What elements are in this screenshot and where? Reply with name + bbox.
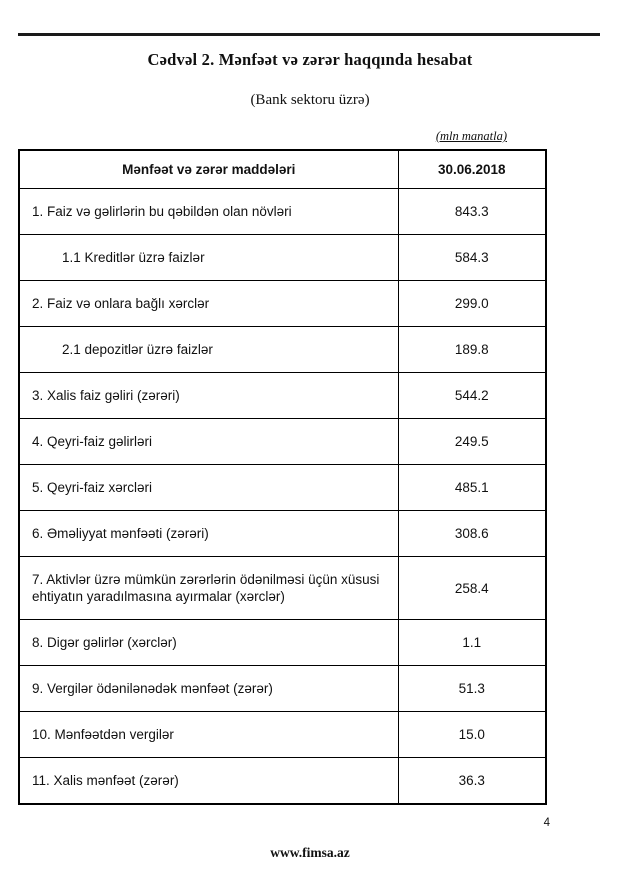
header-date-column: 30.06.2018 <box>398 150 546 189</box>
row-value: 1.1 <box>398 620 546 666</box>
table-row <box>19 511 546 557</box>
table-row <box>19 189 546 235</box>
page-subtitle: (Bank sektoru üzrə) <box>250 92 370 108</box>
row-value: 36.3 <box>398 758 546 805</box>
footer-website: www.fimsa.az <box>270 845 350 860</box>
row-value: 51.3 <box>398 666 546 712</box>
top-divider <box>18 33 600 36</box>
table-row <box>19 557 546 620</box>
row-value: 258.4 <box>398 557 546 620</box>
table-row <box>19 712 546 758</box>
table-row <box>19 235 546 281</box>
header-items-column: Mənfəət və zərər maddələri <box>19 150 398 189</box>
row-value: 308.6 <box>398 511 546 557</box>
row-value: 485.1 <box>398 465 546 511</box>
row-label: 4. Qeyri-faiz gəlirləri <box>19 419 398 465</box>
row-label: 11. Xalis mənfəət (zərər) <box>19 758 398 805</box>
row-label: 8. Digər gəlirlər (xərclər) <box>19 620 398 666</box>
table-row <box>19 465 546 511</box>
table-row <box>19 620 546 666</box>
row-value: 544.2 <box>398 373 546 419</box>
row-label: 6. Əməliyyat mənfəəti (zərəri) <box>19 511 398 557</box>
row-label: 1. Faiz və gəlirlərin bu qəbildən olan növləri <box>19 189 398 235</box>
row-label: 10. Mənfəətdən vergilər <box>19 712 398 758</box>
row-label: 9. Vergilər ödənilənədək mənfəət (zərər) <box>19 666 398 712</box>
row-value: 15.0 <box>398 712 546 758</box>
profit-loss-table <box>18 149 547 805</box>
row-label: 7. Aktivlər üzrə mümkün zərərlərin ödənilməsi üçün xüsusi ehtiyatın yaradılmasına ayırmalar (xərclər) <box>19 557 398 620</box>
row-label: 5. Qeyri-faiz xərcləri <box>19 465 398 511</box>
row-label: 2. Faiz və onlara bağlı xərclər <box>19 281 398 327</box>
table-row <box>19 373 546 419</box>
row-label: 3. Xalis faiz gəliri (zərəri) <box>19 373 398 419</box>
row-value: 584.3 <box>398 235 546 281</box>
row-value: 189.8 <box>398 327 546 373</box>
page-number: 4 <box>543 817 550 829</box>
row-label: 2.1 depozitlər üzrə faizlər <box>19 327 398 373</box>
unit-note: (mln manatla) <box>435 129 507 143</box>
table-row <box>19 327 546 373</box>
row-value: 249.5 <box>398 419 546 465</box>
table-row <box>19 758 546 805</box>
table-row <box>19 419 546 465</box>
table-header-row <box>19 150 546 189</box>
row-value: 843.3 <box>398 189 546 235</box>
row-label: 1.1 Kreditlər üzrə faizlər <box>19 235 398 281</box>
row-value: 299.0 <box>398 281 546 327</box>
table-row <box>19 281 546 327</box>
table-row <box>19 666 546 712</box>
table-body <box>19 189 546 805</box>
page-title: Cədvəl 2. Mənfəət və zərər haqqında hesabat <box>147 50 473 69</box>
